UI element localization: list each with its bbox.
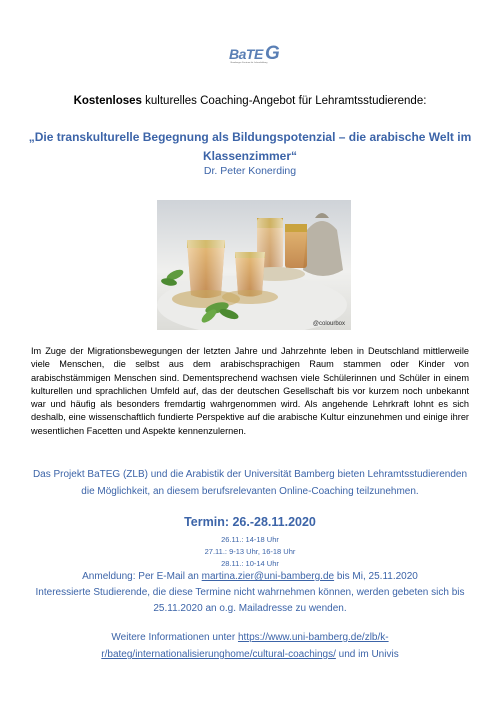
intro-line — [0, 95, 500, 107]
bateg-logo — [218, 42, 284, 74]
signup-line — [20, 569, 480, 585]
author: Dr. Peter Konerding — [203, 165, 297, 177]
tea-photo-illustration — [157, 200, 351, 330]
time-slot: 26.11.: 14-18 Uhr — [221, 535, 279, 544]
intro-rest: kulturelles Coaching-Angebot für Lehramtsstudierende: — [141, 95, 427, 107]
photo-credit: @colourbox — [312, 321, 345, 327]
email-link[interactable]: martina.zier@uni-bamberg.de — [201, 571, 335, 582]
signup-section — [20, 569, 480, 617]
logo-subtitle: Bamberger Zentrum für Lehrerbildung — [230, 62, 268, 64]
time-slot: 27.11.: 9-13 Uhr, 16-18 Uhr — [204, 547, 296, 556]
time-slot: 28.11.: 10-14 Uhr — [221, 559, 279, 568]
intro-bold: Kostenloses — [73, 95, 142, 107]
logo-text: BaTE — [229, 46, 263, 62]
more-prefix: Weitere Informationen unter — [111, 632, 238, 643]
project-paragraph: Das Projekt BaTEG (ZLB) und die Arabistik der Universität Bamberg bieten Lehramtsstudierenden die Möglichkeit, an diesem berufsrelevanten Online-Coaching teilzunehmen. — [32, 469, 468, 497]
tea-glasses-photo — [157, 200, 351, 330]
more-suffix: und im Univis — [335, 649, 399, 660]
termin-heading: Termin: 26.-28.11.2020 — [184, 515, 316, 529]
logo-letter: G — [265, 43, 280, 64]
description-paragraph: Im Zuge der Migrationsbewegungen der letzten Jahre und Jahrzehnte leben in Deutschland mittlerweile viele Menschen, die selbst aus dem arabischsprachigen Raum stammen oder Kinder von arabischstämmigen Menschen sind. Dementsprechend wachsen viele Schülerinnen und Schüler in einem kulturellen und sprachlichen Umfeld auf, das der deutschen Gesellschaft bis vor kurzem noch unbekannt war und häufig als besonders fremdartig wahrgenommen wird. Als angehende Lehrkraft lohnt es sich deshalb, eine wissenschaftlich fundierte Perspektive auf die arabische Kultur einzunehmen und einige ihrer wesentlichen Facetten und Aspekte kennenzulernen. — [31, 346, 469, 436]
signup-prefix: Anmeldung: Per E-Mail an — [82, 571, 202, 582]
event-title: „Die transkulturelle Begegnung als Bildungspotenzial – die arabische Welt im Klassenzimmer“ — [28, 130, 472, 163]
more-info — [30, 629, 470, 663]
signup-suffix: bis Mi, 25.11.2020 — [334, 571, 418, 582]
signup-note: Interessierte Studierende, die diese Termine nicht wahrnehmen können, werden gebeten sich bis 25.11.2020 an o.g. Mailadresse zu wenden. — [35, 587, 465, 614]
info-url-link[interactable]: https://www.uni-bamberg.de/zlb/k-r/bateg/internationalisierunghome/cultural-coachings/ — [101, 632, 389, 660]
